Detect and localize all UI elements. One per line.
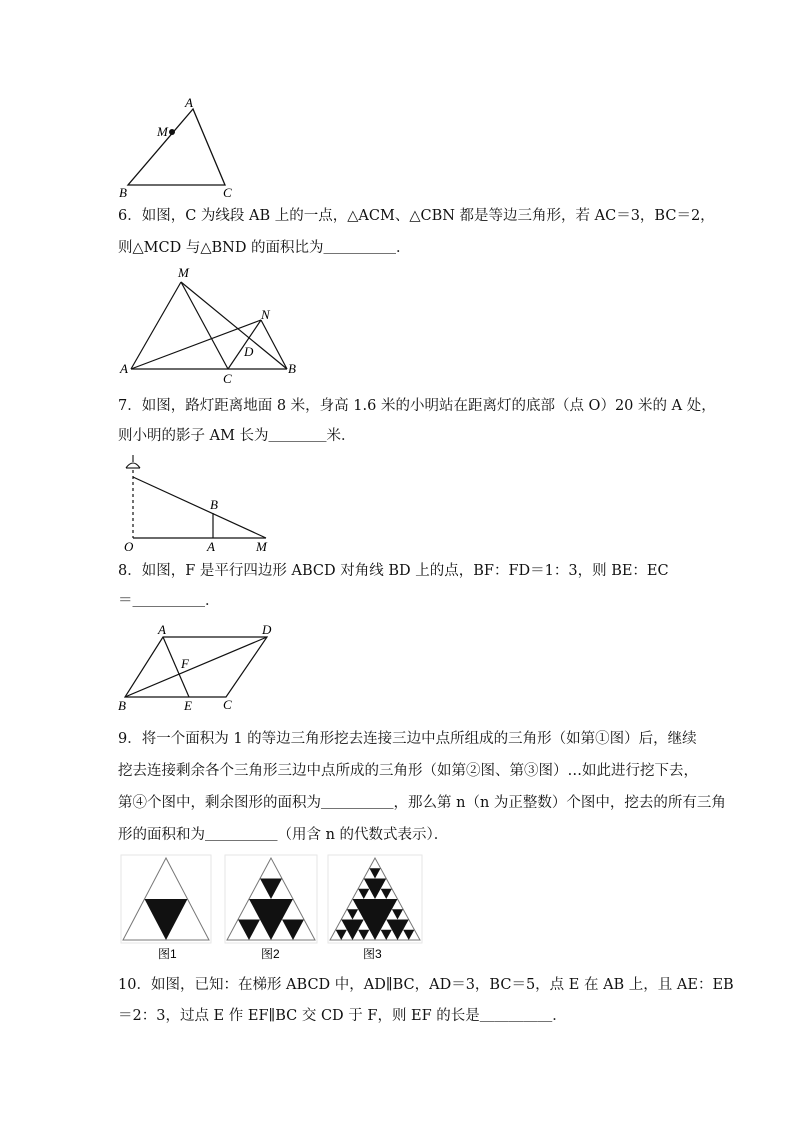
caption-fig3: 图3	[363, 947, 382, 961]
label-f: F	[181, 656, 189, 671]
label-c: C	[223, 697, 232, 712]
label-b: B	[119, 185, 127, 200]
label-d: D	[244, 344, 254, 359]
label-b: B	[288, 361, 296, 376]
label-m: M	[157, 124, 168, 139]
q6-text-line1: 6．如图，C 为线段 AB 上的一点，△ACM、△CBN 都是等边三角形，若 AC＝3，BC＝2，	[118, 208, 715, 224]
q10-text-line2: ＝2：3，过点 E 作 EF∥BC 交 CD 于 F，则 EF 的长是＿＿＿＿＿．	[118, 1008, 567, 1024]
label-d: D	[262, 622, 272, 637]
label-m: M	[256, 539, 267, 554]
label-a: A	[185, 95, 193, 110]
label-c: C	[223, 185, 232, 200]
label-m: M	[178, 265, 189, 280]
q9-text-line3: 第④个图中，剩余图形的面积为＿＿＿＿＿，那么第 n（n 为正整数）个图中，挖去的所有三角	[118, 795, 726, 811]
q9-text-line2: 挖去连接剩余各个三角形三边中点所成的三角形（如第②图、第③图）…如此进行挖下去，	[118, 763, 698, 779]
label-c: C	[223, 371, 232, 386]
caption-fig1: 图1	[158, 947, 177, 961]
label-a: A	[158, 622, 166, 637]
q10-text-line1: 10．如图，已知：在梯形 ABCD 中，AD∥BC，AD＝3，BC＝5，点 E 在 AB 上，且 AE：EB	[118, 977, 734, 993]
caption-fig2: 图2	[261, 947, 280, 961]
q7-text-line1: 7．如图，路灯距离地面 8 米，身高 1.6 米的小明站在距离灯的底部（点 O）20 米的 A 处，	[118, 398, 716, 414]
label-a: A	[207, 539, 215, 554]
label-a: A	[120, 361, 128, 376]
q8-text-line2: ＝＿＿＿＿＿．	[118, 593, 220, 609]
label-b: B	[118, 698, 126, 713]
q7-text-line2: 则小明的影子 AM 长为＿＿＿＿米．	[118, 428, 356, 444]
q6-text-line2: 则△MCD 与△BND 的面积比为＿＿＿＿＿．	[118, 240, 411, 256]
q9-text-line4: 形的面积和为＿＿＿＿＿（用含 n 的代数式表示）．	[118, 827, 449, 843]
q8-text-line1: 8．如图，F 是平行四边形 ABCD 对角线 BD 上的点，BF：FD＝1：3，则 BE：EC	[118, 563, 669, 579]
label-e: E	[184, 698, 192, 713]
label-o: O	[124, 539, 134, 554]
label-b: B	[210, 497, 218, 512]
q9-text-line1: 9．将一个面积为 1 的等边三角形挖去连接三边中点所组成的三角形（如第①图）后，继续	[118, 731, 697, 747]
label-n: N	[261, 307, 270, 322]
